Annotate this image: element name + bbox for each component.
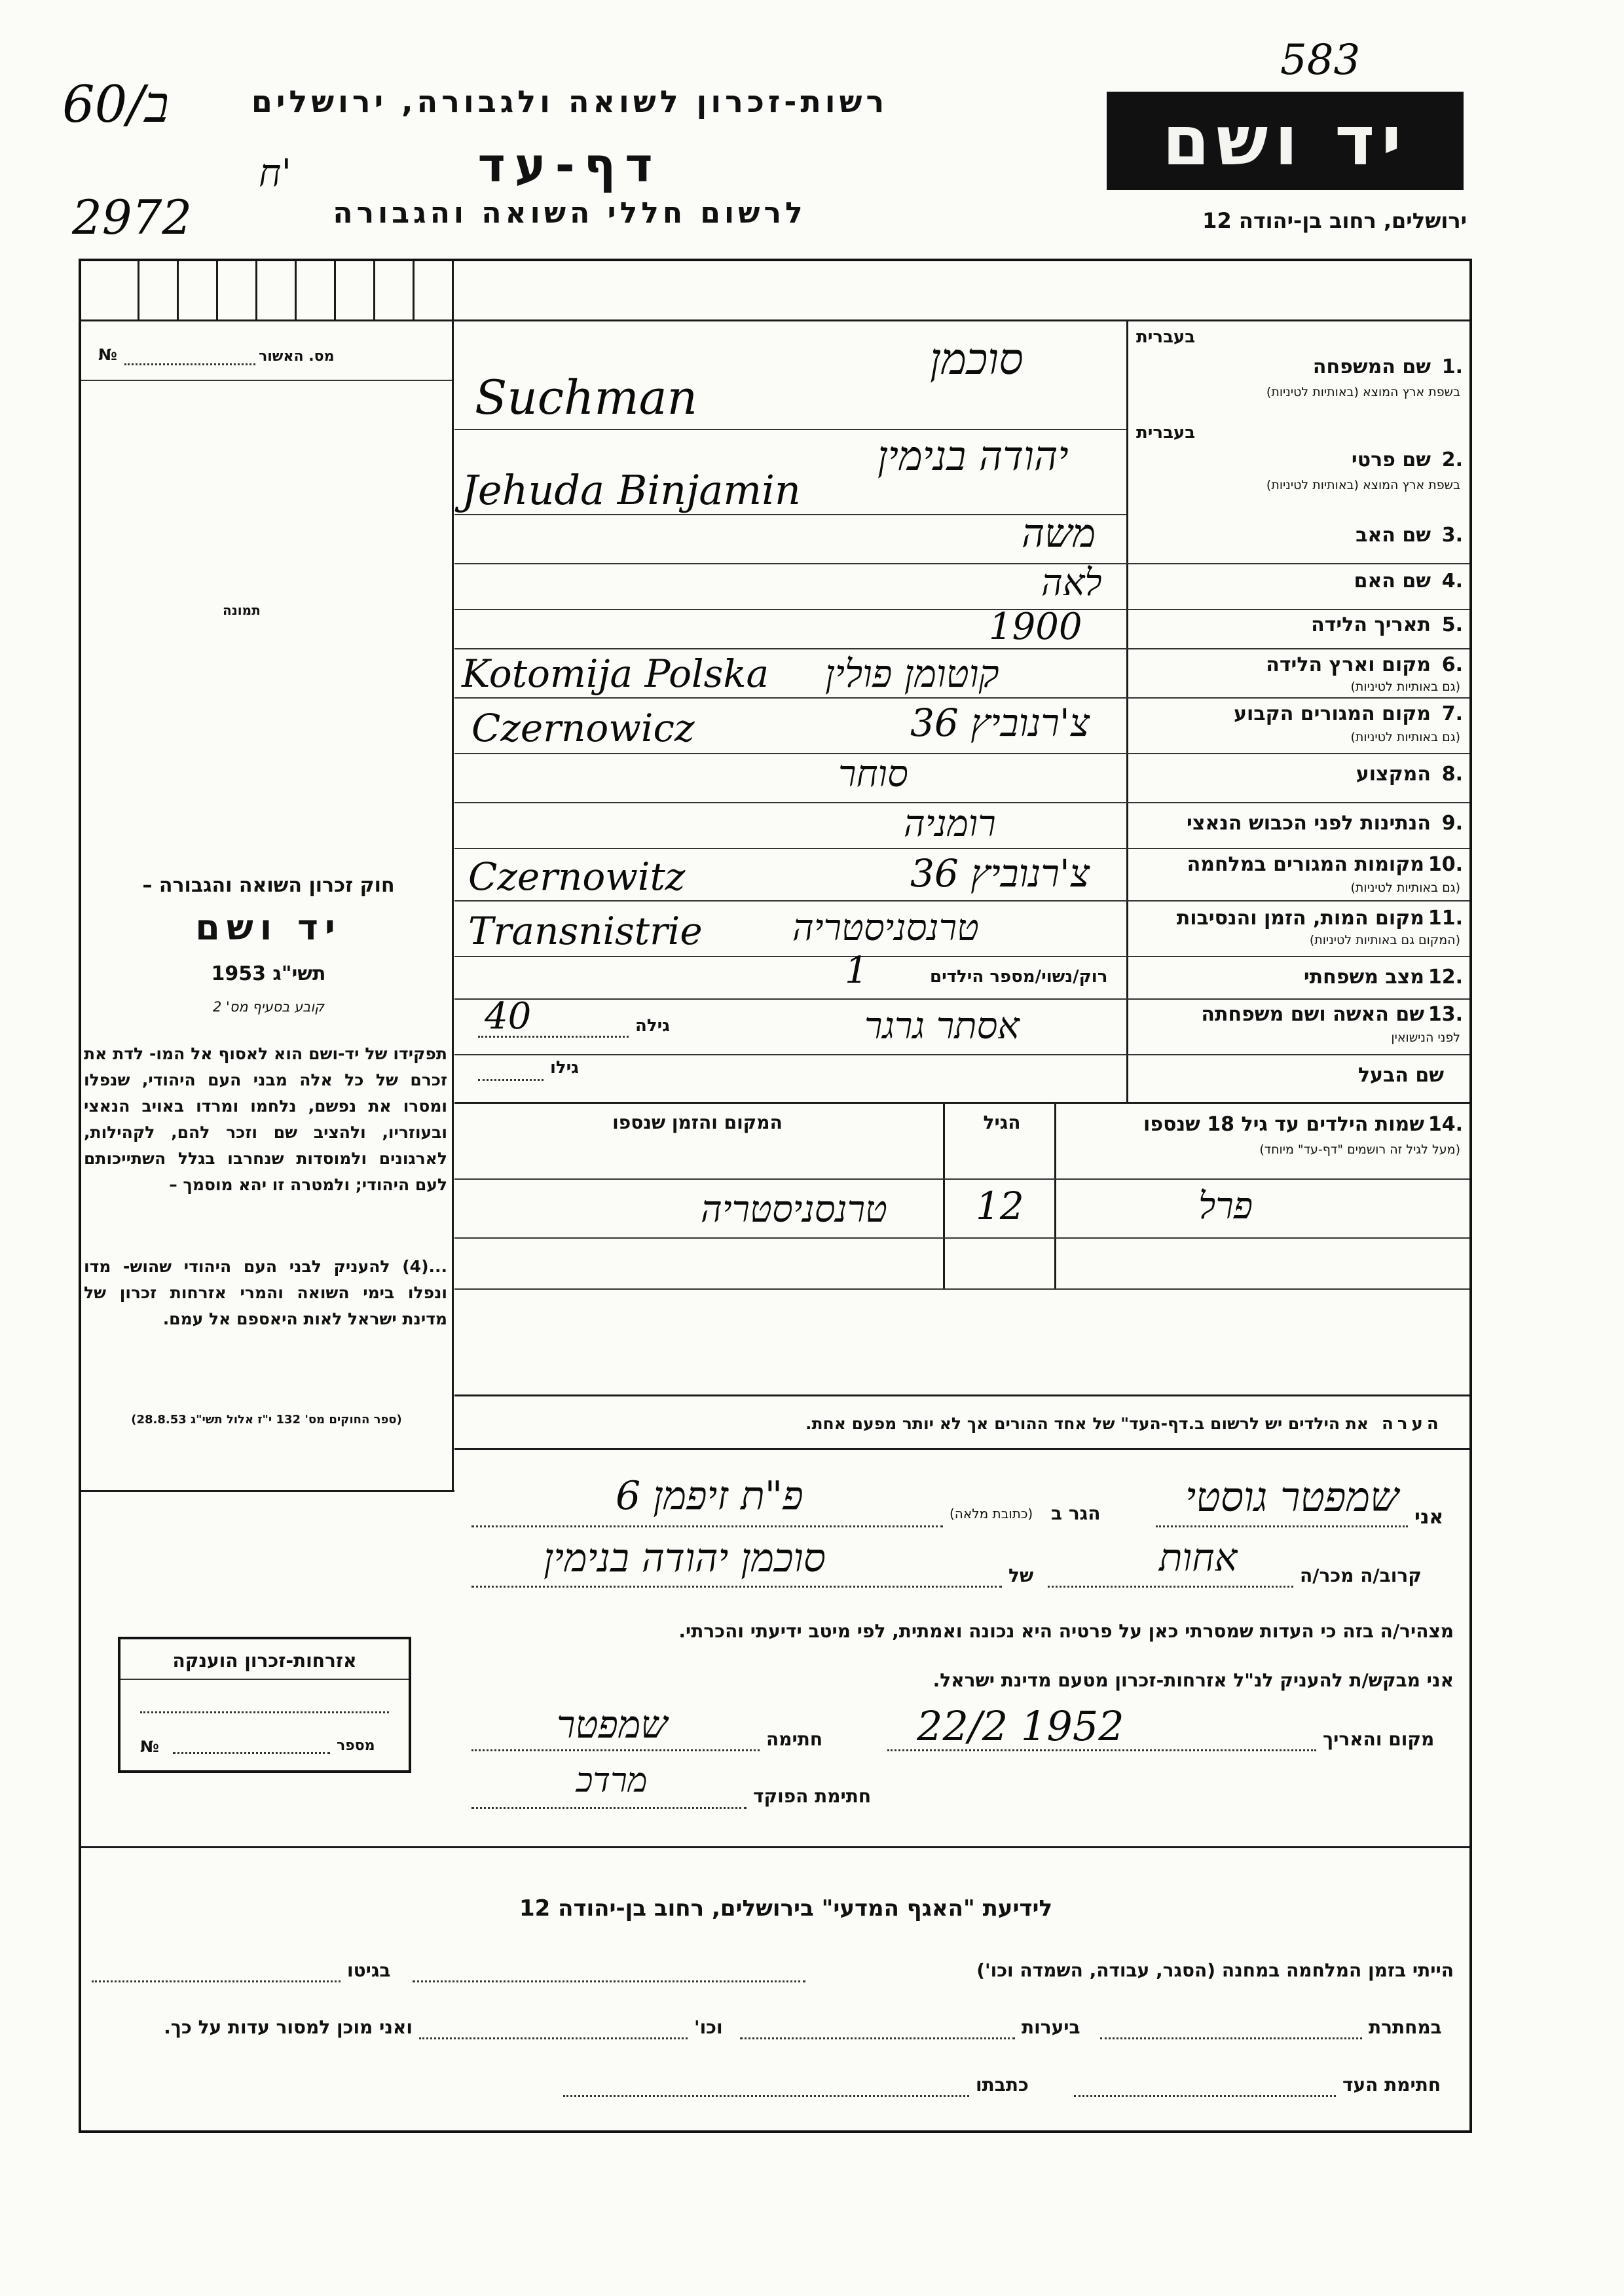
field-11-hebrew-value: טרנסניסטריה — [792, 907, 979, 949]
field-12-value: 1 — [845, 949, 868, 992]
field-1-latin-value: Suchman — [475, 370, 697, 425]
approval-label: מס. האשור — [259, 348, 335, 365]
declaration-text: מצהיר/ה בזה כי העדות שמסרתי כאן על פרטיה היא נכונה ואמתית, לפי מיטב ידיעתי והכרתי. — [678, 1620, 1454, 1642]
field-6-label: מקום וארץ הלידה — [1266, 653, 1431, 676]
law-name: יד ושם — [195, 907, 342, 948]
law-clause: קובע בסעיף מס' 2 — [212, 999, 324, 1015]
table-row: טרנסניסטריה — [701, 1188, 887, 1231]
note-text: את הילדים יש לרשום ב.דף-העד" של אחד ההורים אך לא יותר מפעם אחת. — [805, 1414, 1369, 1433]
law-text-2: ...(4) להעניק לבני העם היהודי שהוש- מדו ונפלו בימי השואה והמרי אזרחות זכרון של מדינת ישראל לאות היאספם אל עמם. — [84, 1257, 447, 1328]
field-12-options: רוק/נשוי/מספר הילדים — [930, 967, 1108, 987]
declarant-name: שמפטר גוסטי — [1185, 1473, 1399, 1521]
footer-forests-label: ביערות — [1022, 2016, 1080, 2038]
field-11-number: 11. — [1428, 907, 1463, 930]
stamp-box-no-symbol: № — [140, 1738, 159, 1756]
field-11-label: מקום המות, הזמן והנסיבות — [1176, 907, 1424, 930]
field-10-sub: (גם באותיות לטיניות) — [1350, 881, 1460, 895]
field-9-value: רומניה — [904, 803, 996, 845]
field-5-label: תאריך הלידה — [1311, 613, 1431, 636]
field-2-sub: בשפת ארץ המוצא (באותיות לטיניות) — [1266, 478, 1460, 492]
field-5-value: 1900 — [989, 606, 1082, 648]
field-1-hebrew-value: סוכמן — [930, 334, 1024, 384]
declarant-signature: שמפטר — [557, 1702, 668, 1747]
field-6-number: 6. — [1441, 653, 1463, 676]
officer-signature-label: חתימת הפוקד — [753, 1785, 872, 1807]
field-2-label: שם פרטי — [1351, 448, 1431, 471]
field-14-label: שמות הילדים עד גיל 18 שנספו — [1143, 1113, 1424, 1136]
field-14-sub: (מעל לגיל זה רושמים "דף-עד" מיוחד) — [1259, 1142, 1460, 1157]
of-label: של — [1008, 1565, 1034, 1586]
table-row: 12 — [976, 1184, 1024, 1228]
field-13-value: אסתר גרגר — [864, 1005, 1020, 1048]
field-4-label: שם האם — [1354, 570, 1431, 592]
stamp-box-number-label: מספר — [337, 1738, 375, 1754]
officer-signature: מרדכ — [576, 1761, 648, 1800]
field-13-husband-age-label: גילו — [550, 1058, 579, 1078]
field-7-number: 7. — [1441, 702, 1463, 725]
field-2-hebrew-value: יהודה בנימין — [877, 432, 1069, 480]
field-13-number: 13. — [1428, 1003, 1463, 1026]
page-subtitle: לרשום חללי השואה והגבורה — [333, 196, 807, 230]
relative-label: קרוב/ה מכר/ה — [1300, 1565, 1422, 1586]
law-text: תפקידו של יד-ושם הוא לאסוף אל המו- לדת את זכרם של כל אלה מבני העם היהודי, שנפלו ומסרו את נפשם, נלחמו ומרדו באויב הנאצי ובעוזריו, ולהציב שם וזכר להם, לקהילות, לארגונים ולמוסדות שנחרבו בגלל השתייכותם לעם היהודי; ולמטרה זו יהא מוסמך – — [84, 1044, 447, 1194]
law-source: (ספר החוקים מס' 132 י"ז אלול תשי"ג 28.8.53) — [131, 1413, 402, 1427]
hebrew-marker-2: בעברית — [1136, 423, 1196, 443]
logo-box — [1107, 92, 1464, 190]
field-13-age-value: 40 — [485, 995, 532, 1038]
field-10-latin-value: Czernowitz — [468, 854, 686, 899]
declarant-address: פ"ת זיפמן 6 — [616, 1473, 803, 1519]
of-name-value: סוכמן יהודה בנימין — [544, 1535, 826, 1581]
top-right-number: 583 — [1280, 36, 1361, 84]
field-4-value: לאה — [1041, 562, 1102, 604]
field-7-sub: (גם באותיות לטיניות) — [1350, 730, 1460, 744]
office-cells — [79, 261, 452, 319]
field-9-label: הנתינות לפני הכבוש הנאצי — [1187, 812, 1431, 835]
field-3-number: 3. — [1441, 524, 1463, 547]
approval-number-symbol: № — [98, 346, 117, 364]
field-6-latin-value: Kotomija Polska — [462, 651, 769, 696]
signature-label: חתימה — [766, 1728, 823, 1750]
field-13-age-label: גילה — [635, 1016, 670, 1036]
field-7-hebrew-value: צ'רנוביץ 36 — [910, 701, 1090, 745]
field-5-number: 5. — [1441, 613, 1463, 636]
field-6-sub: (גם באותיות לטיניות) — [1350, 680, 1460, 694]
margin-number: 2972 — [72, 190, 193, 245]
field-14-age-column: הגיל — [983, 1112, 1021, 1133]
field-14-place-column: המקום והזמן שנספו — [612, 1112, 783, 1133]
resides-label: הגר ב — [1051, 1503, 1101, 1524]
field-13-sub: לפני הנישואין — [1391, 1030, 1460, 1045]
field-4-number: 4. — [1441, 570, 1463, 592]
field-10-number: 10. — [1428, 853, 1463, 876]
field-7-latin-value: Czernowicz — [471, 706, 695, 750]
footer-witness-signature-label: חתימת העד — [1342, 2074, 1441, 2096]
footer-underground-label: במחתרת — [1369, 2016, 1442, 2038]
field-6-hebrew-value: קוטומן פולין — [825, 651, 999, 696]
citizenship-stamp-box — [118, 1637, 411, 1773]
hebrew-marker-1: בעברית — [1136, 327, 1196, 347]
field-10-label: מקומות המגורים במלחמה — [1187, 853, 1424, 876]
relation-value: אחות — [1159, 1535, 1238, 1580]
place-date-label: מקום והאריך — [1323, 1728, 1435, 1750]
field-8-number: 8. — [1441, 763, 1463, 786]
field-11-sub: (המקום גם באותיות לטיניות) — [1309, 933, 1460, 947]
field-8-value: סוחר — [838, 753, 908, 795]
field-1-label: שם המשפחה — [1312, 355, 1431, 378]
footer-title: לידיעת "האגף המדעי" בירושלים, רחוב בן-יהודה 12 — [519, 1895, 1053, 1922]
footer-etc-label: וכו' — [694, 2016, 723, 2038]
field-8-label: המקצוע — [1356, 763, 1431, 786]
field-9-number: 9. — [1441, 812, 1463, 835]
footer-ghetto-label: בגיטו — [347, 1959, 391, 1981]
field-2-number: 2. — [1441, 448, 1463, 471]
photo-label: תמונה — [223, 602, 261, 618]
margin-reference: 60/ב — [62, 75, 170, 134]
table-row: פרל — [1198, 1185, 1253, 1228]
field-13-label: שם האשה ושם משפחתה — [1201, 1003, 1424, 1026]
field-3-value: משה — [1022, 511, 1096, 556]
field-12-number: 12. — [1428, 966, 1463, 989]
husband-name-label: שם הבעל — [1357, 1064, 1444, 1087]
address: ירושלים, רחוב בן-יהודה 12 — [1202, 208, 1467, 233]
note-label: הערה — [1382, 1414, 1443, 1434]
field-14-number: 14. — [1428, 1113, 1463, 1136]
footer-address-label: כתבתו — [976, 2074, 1029, 2096]
field-11-latin-value: Transnistrie — [468, 909, 703, 953]
footer-camp-label: הייתי בזמן המלחמה במחנה (הסגר, עבודה, השמדה וכו') — [976, 1959, 1454, 1981]
field-12-label: מצב משפחתי — [1303, 966, 1424, 989]
date-value: 22/2 1952 — [917, 1702, 1124, 1750]
field-10-hebrew-value: צ'רנוביץ 36 — [910, 851, 1090, 896]
law-year: תשי"ג 1953 — [211, 962, 326, 985]
footer-testimony-offer: ואני מוכן למסור עדות על כך. — [164, 2016, 413, 2038]
margin-mark: ח' — [259, 151, 292, 195]
field-2-latin-value: Jehuda Binjamin — [462, 466, 801, 514]
field-1-sub: בשפת ארץ המוצא (באותיות לטיניות) — [1266, 385, 1460, 399]
logo-text: יד ושם — [1162, 101, 1408, 181]
address-hint: (כתובת מלאה) — [950, 1506, 1033, 1522]
stamp-box-title: אזרחות-זכרון הוענקה — [172, 1650, 357, 1671]
authority-name: רשות-זכרון לשואה ולגבורה, ירושלים — [251, 84, 889, 119]
field-3-label: שם האב — [1356, 524, 1431, 547]
request-text: אני מבקש/ת להעניק לנ"ל אזרחות-זכרון מטעם מדינת ישראל. — [932, 1669, 1454, 1691]
law-title: חוק זכרון השואה והגבורה – — [142, 874, 395, 897]
field-1-number: 1. — [1441, 355, 1463, 378]
field-7-label: מקום המגורים הקבוע — [1234, 702, 1431, 725]
declarant-i-label: אני — [1414, 1506, 1444, 1529]
page-title: דף-עד — [477, 137, 662, 192]
